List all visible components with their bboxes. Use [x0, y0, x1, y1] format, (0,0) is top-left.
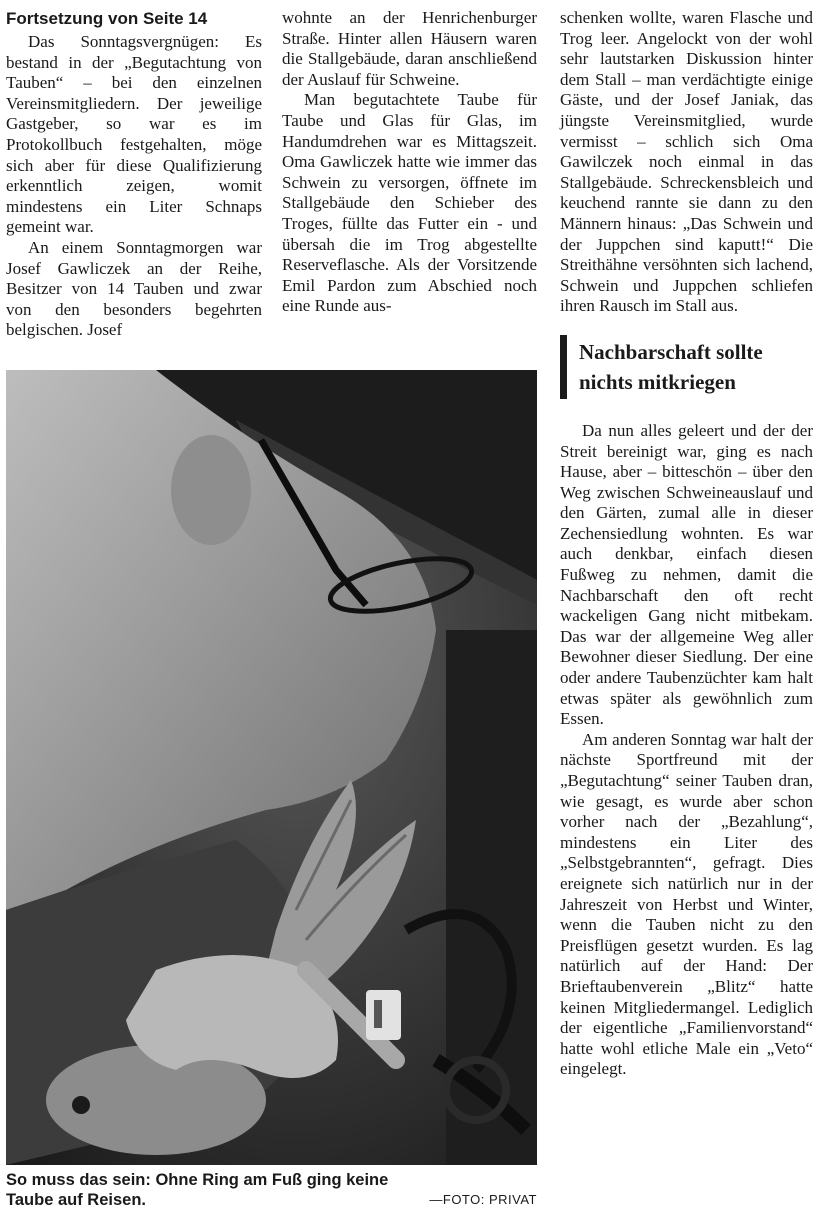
continuation-kicker: Fortsetzung von Seite 14: [6, 9, 208, 28]
article-column-3: [560, 8, 813, 1080]
article-column-2: [282, 8, 537, 317]
paragraph: Man begutachtete Taube für Taube und Glas für Glas, im Handumdrehen war es Mittagszeit. Oma Gawliczek hatte wie immer das Schwein zu versorgen, öffnete im Stallgebäude den Schieber des Troges, füllte das Futter ein - und übersah die im Trog abgestellte Reserveflasche. Als der Vorsitzende Emil Pardon zum Abschied noch eine Runde aus-: [282, 90, 537, 316]
paragraph: Das Sonntagsvergnügen: Es bestand in der „Begutachtung von Tauben“ – bei den einzelnen Vereinsmitgliedern. Der jeweilige Gastgeber, so war es im Protokollbuch festgehalten, möge sich aber für diese Qualifizierung erkenntlich zeigen, womit mindestens ein Liter Schnaps gemeint war.: [6, 32, 262, 237]
article-column-1: [6, 8, 262, 341]
photo-caption: [6, 1170, 537, 1210]
paragraph: An einem Sonntagmorgen war Josef Gawliczek an der Reihe, Besitzer von 14 Tauben und zwar von den besonders begehrten belgischen. Josef: [6, 237, 262, 340]
photo-man-with-pigeon: [6, 370, 537, 1165]
subheading: [560, 335, 813, 399]
caption-text: So muss das sein: Ohne Ring am Fuß ging keine Taube auf Reisen.: [6, 1171, 389, 1209]
paragraph: wohnte an der Henrichenburger Straße. Hinter allen Häusern waren die Stallgebäude, daran anschließend der Auslauf für Schweine.: [282, 8, 537, 89]
photo-illustration: [6, 370, 537, 1165]
paragraph: Da nun alles geleert und der der Streit bereinigt war, ging es nach Hause, aber – bitteschön – über den Weg zwischen Schweineauslauf und den Gärten, zumal alle in dieser Zechensiedlung wohnten. Es war auch denkbar, einfach diesen Fußweg zu nehmen, damit die Nachbarschaft den oft recht wackeligen Gang nicht mitbekam. Das war der allgemeine Weg aller Bewohner dieser Siedlung. Der eine oder andere Taubenzüchter kam halt etwas später als gewöhnlich zum Essen.: [560, 420, 813, 729]
paragraph: schenken wollte, waren Flasche und Trog leer. Angelockt von der wohl sehr lautstarken Diskussion hinter dem Stall – man verdächtigte einige Gäste, und der Josef Janiak, das jüngste Vereinsmitglied, wurde vermisst – schlich sich Oma Gawilczek noch einmal in das Stallgebäude. Schreckensbleich und keuchend rannte sie dann zu den Männern hinaus: „Das Schwein und der Juppchen sind kaputt!“ Die Streithähne versöhnten sich lachend, Schwein und Juppchen schliefen ihren Rausch im Stall aus.: [560, 8, 813, 316]
paragraph: Am anderen Sonntag war halt der nächste Sportfreund mit der „Begutachtung“ seiner Tauben dran, wie gesagt, es wurde aber schon vorher nach der „Bezahlung“, mindestens ein Liter des „Selbstgebrannten“, gefragt. Dies ereignete sich natürlich nur in der Jahreszeit von Herbst und Winter, wenn die Tauben nicht zu den Preisflügen gesetzt wurden. Es lag natürlich auf der Hand: Der Brieftaubenverein „Blitz“ hatte keinen Mitgliedermangel. Lediglich der eigentliche „Familienvorstand“ hatte wohl etliche Male ein „Veto“ eingelegt.: [560, 729, 813, 1079]
subheading-line-2: nichts mitkriegen: [579, 369, 736, 394]
subheading-line-1: Nachbarschaft sollte: [579, 339, 763, 364]
photo-credit: —FOTO: PRIVAT: [429, 1192, 537, 1207]
